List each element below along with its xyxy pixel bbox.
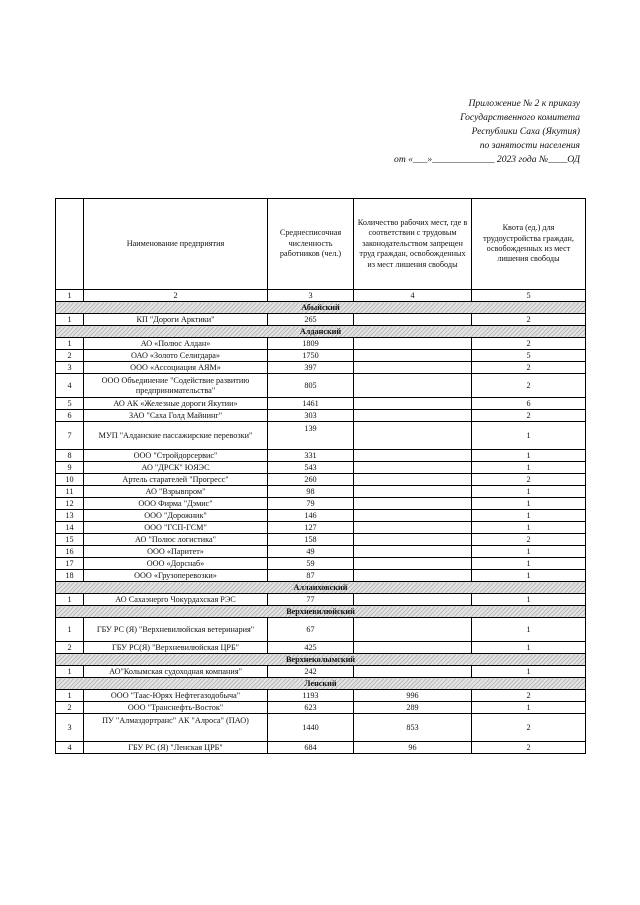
prohibited-jobs [354, 374, 472, 398]
prohibited-jobs [354, 462, 472, 474]
column-header-quota: Квота (ед.) для трудоустройства граждан, освобожденных из мест лишения свободы [472, 199, 586, 290]
column-header-number [56, 199, 84, 290]
quota: 1 [472, 498, 586, 510]
headcount: 331 [268, 450, 354, 462]
row-number: 1 [56, 338, 84, 350]
headcount: 425 [268, 642, 354, 654]
headcount: 543 [268, 462, 354, 474]
headcount: 77 [268, 594, 354, 606]
quota: 2 [472, 362, 586, 374]
table-row [56, 350, 586, 362]
section-title: Алданский [56, 326, 586, 338]
row-number: 4 [56, 742, 84, 754]
headcount: 98 [268, 486, 354, 498]
company-name: ГБУ РС (Я) "Верхневилюйская ветеринария" [84, 618, 268, 642]
table-row [56, 398, 586, 410]
section-title: Верхнеколымский [56, 654, 586, 666]
table-row [56, 522, 586, 534]
table-row [56, 462, 586, 474]
section-row [56, 582, 586, 594]
table-row [56, 558, 586, 570]
company-name: АО Сахаэнерго Чокурдахская РЭС [84, 594, 268, 606]
headcount: 59 [268, 558, 354, 570]
table-row [56, 594, 586, 606]
table-row [56, 314, 586, 326]
column-number: 2 [84, 290, 268, 302]
company-name: ГБУ РС(Я) "Верхневилюйская ЦРБ" [84, 642, 268, 654]
prohibited-jobs [354, 498, 472, 510]
company-name: ГБУ РС (Я) "Ленская ЦРБ" [84, 742, 268, 754]
headcount: 1461 [268, 398, 354, 410]
prohibited-jobs [354, 450, 472, 462]
table-row [56, 702, 586, 714]
quota: 1 [472, 546, 586, 558]
row-number: 8 [56, 450, 84, 462]
order-appendix-header [330, 97, 580, 167]
row-number: 5 [56, 398, 84, 410]
column-number: 4 [354, 290, 472, 302]
row-number: 7 [56, 422, 84, 450]
quota: 1 [472, 450, 586, 462]
quota: 1 [472, 642, 586, 654]
prohibited-jobs [354, 618, 472, 642]
table-row [56, 450, 586, 462]
headcount: 397 [268, 362, 354, 374]
company-name: ООО Фирма "Дэмис" [84, 498, 268, 510]
prohibited-jobs [354, 546, 472, 558]
row-number: 18 [56, 570, 84, 582]
table-row [56, 714, 586, 742]
row-number: 3 [56, 362, 84, 374]
quota: 1 [472, 570, 586, 582]
prohibited-jobs [354, 666, 472, 678]
quota: 2 [472, 742, 586, 754]
quota: 2 [472, 714, 586, 742]
column-header-name: Наименование предприятия [84, 199, 268, 290]
header-line: по занятости населения [479, 140, 580, 151]
table-row [56, 742, 586, 754]
prohibited-jobs [354, 338, 472, 350]
table-row [56, 534, 586, 546]
company-name: ООО "Транснефть-Восток" [84, 702, 268, 714]
prohibited-jobs [354, 362, 472, 374]
quota-table [55, 198, 586, 754]
table-row [56, 510, 586, 522]
section-title: Ленский [56, 678, 586, 690]
row-number: 1 [56, 594, 84, 606]
prohibited-jobs [354, 534, 472, 546]
prohibited-jobs [354, 422, 472, 450]
prohibited-jobs: 289 [354, 702, 472, 714]
row-number: 11 [56, 486, 84, 498]
row-number: 1 [56, 618, 84, 642]
prohibited-jobs [354, 410, 472, 422]
row-number: 2 [56, 642, 84, 654]
header-line: Приложение № 2 к приказу [468, 98, 580, 109]
quota: 2 [472, 314, 586, 326]
table-row [56, 618, 586, 642]
row-number: 1 [56, 690, 84, 702]
headcount: 242 [268, 666, 354, 678]
column-number: 5 [472, 290, 586, 302]
quota: 1 [472, 618, 586, 642]
column-header-prohibited: Количество рабочих мест, где в соответствии с трудовым законодательством запрещен труд граждан, освобожденных из мест лишения свободы [354, 199, 472, 290]
prohibited-jobs: 853 [354, 714, 472, 742]
row-number: 1 [56, 314, 84, 326]
table-row [56, 570, 586, 582]
section-row [56, 606, 586, 618]
row-number: 17 [56, 558, 84, 570]
headcount: 265 [268, 314, 354, 326]
company-name: ООО Объединение "Содействие развитию предпринимательства" [84, 374, 268, 398]
headcount: 158 [268, 534, 354, 546]
company-name: АО "ДРСК" ЮЯЭС [84, 462, 268, 474]
table-row [56, 422, 586, 450]
company-name: ООО «Ассоциация АЯМ» [84, 362, 268, 374]
quota: 1 [472, 462, 586, 474]
quota: 6 [472, 398, 586, 410]
prohibited-jobs [354, 642, 472, 654]
table-row [56, 410, 586, 422]
headcount: 260 [268, 474, 354, 486]
row-number: 3 [56, 714, 84, 742]
quota: 1 [472, 666, 586, 678]
prohibited-jobs [354, 350, 472, 362]
table-row [56, 474, 586, 486]
prohibited-jobs: 96 [354, 742, 472, 754]
column-number: 3 [268, 290, 354, 302]
table-row [56, 498, 586, 510]
row-number: 15 [56, 534, 84, 546]
headcount: 139 [268, 422, 354, 450]
company-name: АО АК «Железные дороги Якутии» [84, 398, 268, 410]
company-name: АО"Колымская судоходная компания" [84, 666, 268, 678]
prohibited-jobs: 996 [354, 690, 472, 702]
quota: 2 [472, 474, 586, 486]
table-row [56, 362, 586, 374]
section-title: Аллаиховский [56, 582, 586, 594]
headcount: 1750 [268, 350, 354, 362]
table-row [56, 374, 586, 398]
row-number: 2 [56, 350, 84, 362]
column-number: 1 [56, 290, 84, 302]
company-name: Артель старателей "Прогресс" [84, 474, 268, 486]
quota: 1 [472, 702, 586, 714]
row-number: 2 [56, 702, 84, 714]
headcount: 684 [268, 742, 354, 754]
row-number: 6 [56, 410, 84, 422]
row-number: 4 [56, 374, 84, 398]
headcount: 67 [268, 618, 354, 642]
company-name: КП "Дороги Арктики" [84, 314, 268, 326]
row-number: 13 [56, 510, 84, 522]
section-row [56, 326, 586, 338]
company-name: ПУ "Алмаздортранс" АК "Алроса" (ПАО) [84, 714, 268, 742]
headcount: 1193 [268, 690, 354, 702]
table-row [56, 338, 586, 350]
headcount: 1809 [268, 338, 354, 350]
row-number: 16 [56, 546, 84, 558]
prohibited-jobs [354, 510, 472, 522]
headcount: 79 [268, 498, 354, 510]
prohibited-jobs [354, 474, 472, 486]
prohibited-jobs [354, 558, 472, 570]
column-number-row [56, 290, 586, 302]
header-line: Государственного комитета [460, 112, 580, 123]
headcount: 1440 [268, 714, 354, 742]
table-header-row [56, 199, 586, 290]
table-row [56, 666, 586, 678]
company-name: ООО "Дорожник" [84, 510, 268, 522]
company-name: АО "Взрывпром" [84, 486, 268, 498]
prohibited-jobs [354, 594, 472, 606]
section-title: Абыйский [56, 302, 586, 314]
headcount: 623 [268, 702, 354, 714]
company-name: ООО "ГСП-ГСМ" [84, 522, 268, 534]
section-row [56, 654, 586, 666]
section-row [56, 302, 586, 314]
company-name: ЗАО "Саха Голд Майнинг" [84, 410, 268, 422]
company-name: АО "Полюс логистика" [84, 534, 268, 546]
company-name: АО «Полюс Алдан» [84, 338, 268, 350]
quota: 1 [472, 558, 586, 570]
company-name: ООО "Таас-Юрях Нефтегазодобыча" [84, 690, 268, 702]
header-line: от «___»_____________ 2023 года №____ОД [394, 154, 580, 165]
prohibited-jobs [354, 314, 472, 326]
row-number: 1 [56, 666, 84, 678]
company-name: ООО «Грузоперевозки» [84, 570, 268, 582]
company-name: ООО «Паритет» [84, 546, 268, 558]
headcount: 146 [268, 510, 354, 522]
quota: 2 [472, 534, 586, 546]
table-body [56, 199, 586, 754]
row-number: 9 [56, 462, 84, 474]
row-number: 10 [56, 474, 84, 486]
row-number: 12 [56, 498, 84, 510]
headcount: 127 [268, 522, 354, 534]
table-row [56, 690, 586, 702]
headcount: 805 [268, 374, 354, 398]
row-number: 14 [56, 522, 84, 534]
company-name: ООО «Дорснаб» [84, 558, 268, 570]
column-header-headcount: Среднесписочная численность работников (чел.) [268, 199, 354, 290]
company-name: ООО "Стройдорсервис" [84, 450, 268, 462]
company-name: ОАО «Золото Селигдара» [84, 350, 268, 362]
table-row [56, 642, 586, 654]
quota: 2 [472, 410, 586, 422]
quota: 1 [472, 486, 586, 498]
company-name: МУП "Алданские пассажирские перевозки" [84, 422, 268, 450]
quota: 1 [472, 594, 586, 606]
quota: 2 [472, 338, 586, 350]
prohibited-jobs [354, 570, 472, 582]
quota: 2 [472, 690, 586, 702]
quota: 2 [472, 374, 586, 398]
quota: 1 [472, 422, 586, 450]
header-line: Республики Саха (Якутия) [471, 126, 580, 137]
headcount: 87 [268, 570, 354, 582]
quota: 5 [472, 350, 586, 362]
headcount: 303 [268, 410, 354, 422]
prohibited-jobs [354, 398, 472, 410]
section-title: Верхневилюйский [56, 606, 586, 618]
table-row [56, 486, 586, 498]
headcount: 49 [268, 546, 354, 558]
prohibited-jobs [354, 486, 472, 498]
section-row [56, 678, 586, 690]
prohibited-jobs [354, 522, 472, 534]
quota: 1 [472, 510, 586, 522]
quota: 1 [472, 522, 586, 534]
table-row [56, 546, 586, 558]
